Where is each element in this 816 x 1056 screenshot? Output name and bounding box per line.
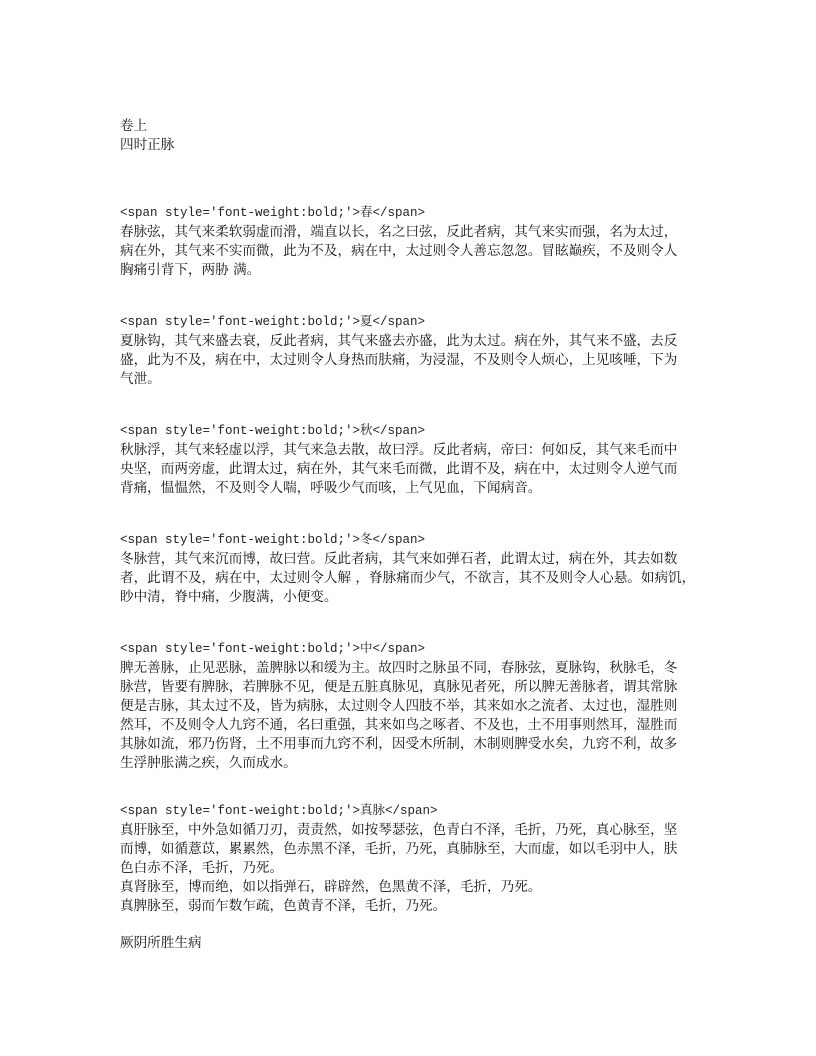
section-text-line: 色白赤不泽，毛折，乃死。	[120, 860, 284, 876]
section	[120, 422, 720, 498]
section-text-line: 者，此谓不及，病在中，太过则令人解 ，脊脉痛而少气，不欲言，其不及则令人心悬。如病饥，	[120, 570, 696, 586]
section-text-line: 夏脉钩，其气来盛去衰，反此者病，其气来盛去亦盛，此为太过。病在外，其气来不盛，去反	[120, 333, 678, 349]
section	[120, 531, 720, 607]
section-text-line: 春脉弦，其气来柔软弱虚而滑，端直以长，名之曰弦，反此者病，其气来实而强，名为太过，	[120, 224, 678, 240]
section-raw-tag: <span style='font-weight:bold;'>春</span>	[120, 206, 426, 220]
chapter-title: 四时正脉	[120, 137, 175, 153]
section-text-line: 眇中清，脊中痛，少腹满，小便变。	[120, 589, 338, 605]
section-text-line: 其脉如流，邪乃伤肾，土不用事而九窍不利，因受木所制，木制则脾受水矣，九窍不利，故多	[120, 736, 678, 752]
page-header	[120, 117, 720, 155]
section	[120, 204, 720, 280]
section-text-line: 盛，此为不及，病在中，太过则令人身热而肤痛，为浸湿，不及则令人烦心，上见咳唾，下为	[120, 352, 678, 368]
section-text-line: 病在外，其气来不实而微，此为不及，病在中，太过则令人善忘忽忽。冒眩巅疾，不及则令人	[120, 243, 678, 259]
section	[120, 313, 720, 389]
volume-title: 卷上	[120, 118, 148, 134]
next-heading: 厥阴所胜生病	[120, 935, 202, 951]
section-text-line: 央坚，而两旁虚，此谓太过，病在外，其气来毛而微，此谓不及，病在中，太过则令人逆气而	[120, 461, 678, 477]
section-raw-tag: <span style='font-weight:bold;'>真脉</span>	[120, 804, 438, 818]
section-text-line: 生浮肿胀满之疾，久而成水。	[120, 755, 297, 771]
section-raw-tag: <span style='font-weight:bold;'>秋</span>	[120, 424, 426, 438]
section-text-line: 真肝脉至，中外急如循刀刃，责责然，如按琴瑟弦，色青白不泽，毛折，乃死，真心脉至，坚	[120, 822, 678, 838]
section	[120, 640, 720, 773]
section-text-line: 而博，如循薏苡，累累然，色赤黑不泽，毛折，乃死，真肺脉至，大而虚，如以毛羽中人，肤	[120, 841, 678, 857]
section	[120, 802, 720, 916]
section-text-line: 秋脉浮，其气来轻虚以浮，其气来急去散，故曰浮。反此者病，帝曰：何如反，其气来毛而中	[120, 442, 678, 458]
section-raw-tag: <span style='font-weight:bold;'>夏</span>	[120, 315, 426, 329]
section-text-line: 背痛，愠愠然，不及则令人喘，呼吸少气而咳，上气见血，下闻病音。	[120, 480, 542, 496]
section-text-line: 真肾脉至，博而绝，如以指弹石，辟辟然，色黑黄不泽，毛折，乃死。	[120, 879, 542, 895]
section-text-line: 冬脉营，其气来沉而博，故曰营。反此者病，其气来如弹石者，此谓太过，病在外，其去如数	[120, 551, 678, 567]
section-raw-tag: <span style='font-weight:bold;'>中</span>	[120, 642, 426, 656]
next-heading-block	[120, 934, 720, 953]
section-raw-tag: <span style='font-weight:bold;'>冬</span>	[120, 533, 426, 547]
section-text-line: 脉营，皆要有脾脉，若脾脉不见，便是五脏真脉见，真脉见者死，所以脾无善脉者，谓其常脉	[120, 679, 678, 695]
section-text-line: 然耳，不及则令人九窍不通，名曰重强，其来如鸟之啄者、不及也，土不用事则然耳，湿胜而	[120, 717, 678, 733]
section-text-line: 真脾脉至，弱而乍数乍疏，色黄青不泽，毛折，乃死。	[120, 898, 447, 914]
section-text-line: 气泄。	[120, 371, 161, 387]
section-text-line: 脾无善脉，止见恶脉，盖脾脉以和缓为主。故四时之脉虽不同，春脉弦，夏脉钩，秋脉毛，冬	[120, 660, 678, 676]
section-text-line: 胸痛引背下，两胁 满。	[120, 262, 261, 278]
section-text-line: 便是吉脉，其太过不及，皆为病脉，太过则令人四肢不举，其来如水之流者、太过也，湿胜则	[120, 698, 678, 714]
